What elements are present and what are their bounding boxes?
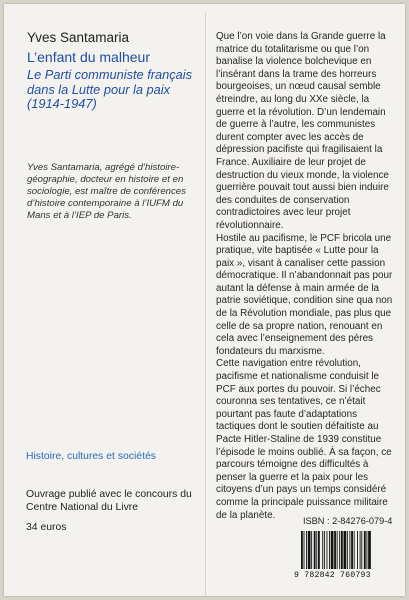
publisher-note: Ouvrage publié avec le concours du Centre National du Livre [26, 489, 192, 513]
author-bio: Yves Santamaria, agrégé d’histoire-géographie, docteur en histoire et en sociologie, est maître de conférences d’histoire contemporaine à l’IUFM du Mans et à l’IEP de Paris. [27, 162, 186, 221]
barcode-digits: 9 782842 760793 [294, 571, 371, 580]
book-subtitle: Le Parti communiste français dans la Lutte pour la paix (1914-1947) [27, 67, 193, 111]
blurb-paragraph: Que l’on voie dans la Grande guerre la matrice du totalitarisme ou que l’on banalise la violence bolchevique en l’insérant dans la trame des horreurs bourgeoises, un nœud causal semble étreindre, au long du XXe siècle, la guerre et la révolution. D’un lendemain de guerre à l’autre, les communistes durent compter avec les accès de dépression pacifiste qui fragilisaient la France. Auxiliaire de leur projet de destruction du vieux monde, la violence guerrière pouvait tout aussi bien induire des conduites de conservation contradictoires avec leur projet révolutionnaire. [216, 31, 389, 231]
author-name: Yves Santamaria [27, 30, 130, 45]
book-back-cover [4, 4, 405, 596]
book-title: L’enfant du malheur [27, 49, 150, 65]
blurb-text [216, 31, 395, 522]
blurb-paragraph: Cette navigation entre révolution, pacifisme et nationalisme conduisit le PCF aux portes du pouvoir. Si l’échec couronna ses tentatives, ce n’était pourtant pas faute d’adaptations tactiques dont le soutien défaitiste au Pacte Hitler-Staline de 1939 constitue l’épisode le moins oublié. À sa façon, ce parcours témoigne des difficultés à penser la guerre et la paix pour les citoyens d’un pays un temps considéré comme la principale puissance militaire de la planète. [216, 358, 392, 521]
price: 34 euros [26, 522, 67, 533]
isbn-label: ISBN : 2-84276-079-4 [303, 516, 393, 526]
blurb-paragraph: Hostile au pacifisme, le PCF bricola une pratique, vite baptisée « Lutte pour la paix », visant à canaliser cette passion démocratique. Il n’abandonnait pas pour autant la défense à main armée de la patrie soviétique, condition sine qua non de la Révolution mondiale, pas plus que celle de sa propre nation, renouant en cela avec l’enseignement des pères fondateurs du marxisme. [216, 232, 393, 357]
collection-name: Histoire, cultures et sociétés [26, 451, 156, 462]
barcode-icon [301, 531, 396, 569]
